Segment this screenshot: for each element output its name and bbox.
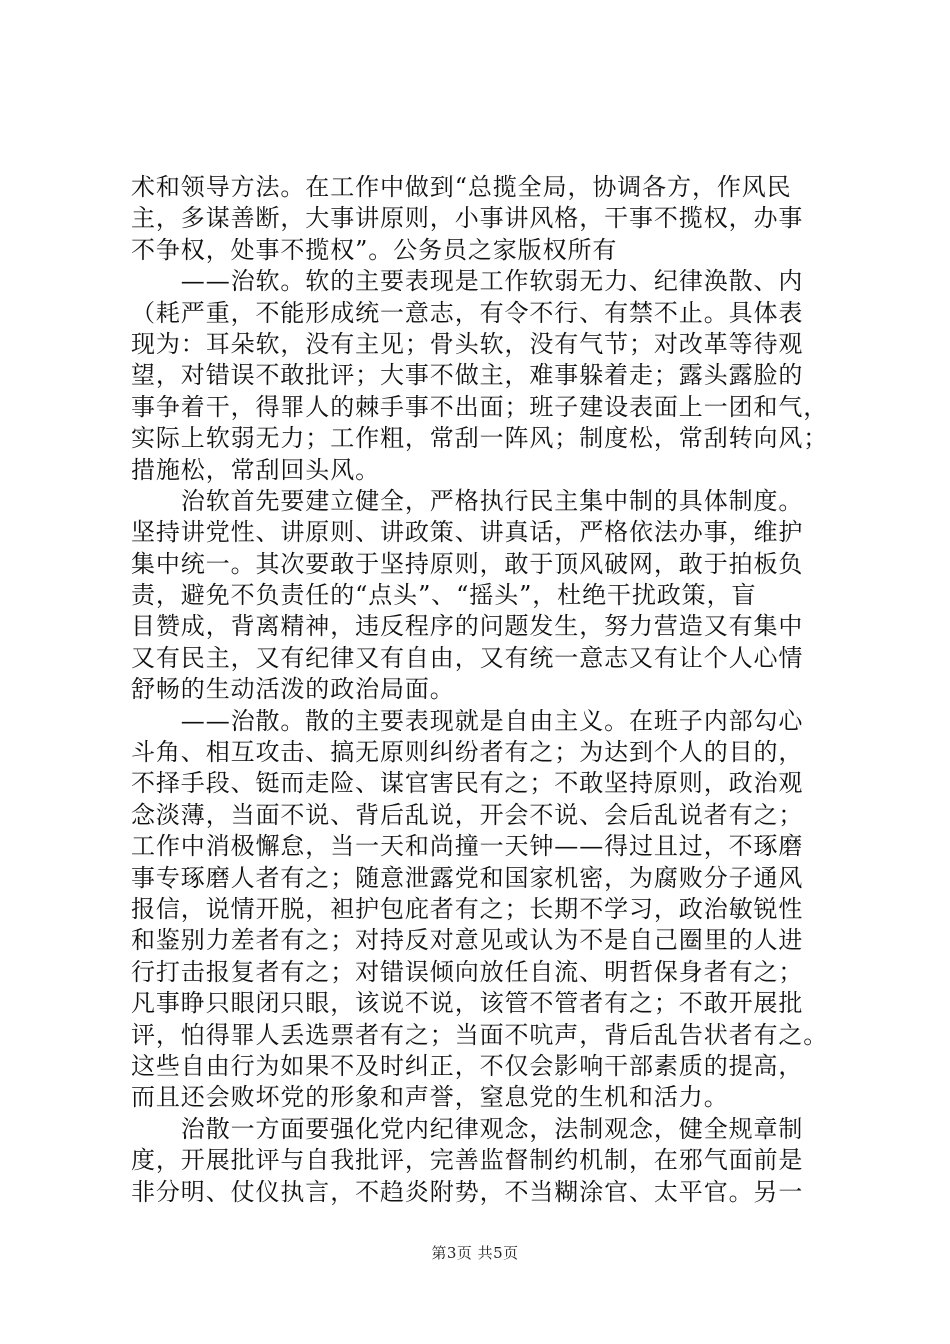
text-line: （耗严重，不能形成统一意志，有令不行、有禁不止。具体表 <box>131 298 804 327</box>
text-line: ——治散。散的主要表现就是自由主义。在班子内部勾心 <box>131 706 804 735</box>
text-line: 治软首先要建立健全，严格执行民主集中制的具体制度。 <box>131 486 804 515</box>
text-line: 集中统一。其次要敢于坚持原则，敢于顶风破网，敢于拍板负 <box>131 549 804 578</box>
text-line: 工作中消极懈怠，当一天和尚撞一天钟——得过且过，不琢磨 <box>131 832 804 861</box>
text-line: 事专琢磨人者有之；随意泄露党和国家机密，为腐败分子通风 <box>131 863 804 892</box>
text-line: 舒畅的生动活泼的政治局面。 <box>131 675 455 704</box>
text-line: ——治软。软的主要表现是工作软弱无力、纪律涣散、内 <box>131 267 804 296</box>
text-line: 实际上软弱无力；工作粗，常刮一阵风；制度松，常刮转向风； <box>131 424 829 453</box>
text-line: 主，多谋善断，大事讲原则，小事讲风格，干事不揽权，办事 <box>131 204 804 233</box>
text-line: 事争着干，得罪人的棘手事不出面；班子建设表面上一团和气， <box>131 392 829 421</box>
text-line: 而且还会败坏党的形象和声誉，窒息党的生机和活力。 <box>131 1083 729 1112</box>
text-line: 治散一方面要强化党内纪律观念，法制观念，健全规章制 <box>131 1114 804 1143</box>
text-line: 度，开展批评与自我批评，完善监督制约机制，在邪气面前是 <box>131 1146 804 1175</box>
text-line: 坚持讲党性、讲原则、讲政策、讲真话，严格依法办事，维护 <box>131 518 804 547</box>
text-line: 行打击报复者有之；对错误倾向放任自流、明哲保身者有之； <box>131 957 804 986</box>
text-line: 措施松，常刮回头风。 <box>131 455 380 484</box>
text-line: 念淡薄，当面不说、背后乱说，开会不说、会后乱说者有之； <box>131 800 804 829</box>
text-line: 凡事睁只眼闭只眼，该说不说，该管不管者有之；不敢开展批 <box>131 989 804 1018</box>
text-line: 现为：耳朵软，没有主见；骨头软，没有气节；对改革等待观 <box>131 329 804 358</box>
text-line: 责，避免不负责任的“点头”、“摇头”，杜绝干扰政策，盲 <box>131 581 757 610</box>
text-line: 斗角、相互攻击、搞无原则纠纷者有之；为达到个人的目的， <box>131 738 804 767</box>
text-line: 又有民主，又有纪律又有自由，又有统一意志又有让个人心情 <box>131 643 804 672</box>
page-number-footer: 第3页 共5页 <box>431 1244 519 1262</box>
text-line: 术和领导方法。在工作中做到“总揽全局，协调各方，作风民 <box>131 173 792 201</box>
text-line: 报信，说情开脱，袒护包庇者有之；长期不学习，政治敏锐性 <box>131 894 804 923</box>
text-line: 目赞成，背离精神，违反程序的问题发生，努力营造又有集中 <box>131 612 804 641</box>
text-line: 和鉴别力差者有之；对持反对意见或认为不是自己圈里的人进 <box>131 926 804 955</box>
text-line: 不争权，处事不揽权”。公务员之家版权所有 <box>131 235 618 264</box>
text-line: 这些自由行为如果不及时纠正，不仅会影响干部素质的提高， <box>131 1051 804 1080</box>
text-line: 评，怕得罪人丢选票者有之；当面不吭声，背后乱告状者有之。 <box>131 1020 829 1049</box>
body-text <box>131 172 829 1208</box>
text-line: 望，对错误不敢批评；大事不做主，难事躲着走；露头露脸的 <box>131 361 804 390</box>
text-line: 不择手段、铤而走险、谋官害民有之；不敢坚持原则，政治观 <box>131 769 804 798</box>
text-line: 非分明、仗仪执言，不趋炎附势，不当糊涂官、太平官。另一 <box>131 1177 804 1206</box>
